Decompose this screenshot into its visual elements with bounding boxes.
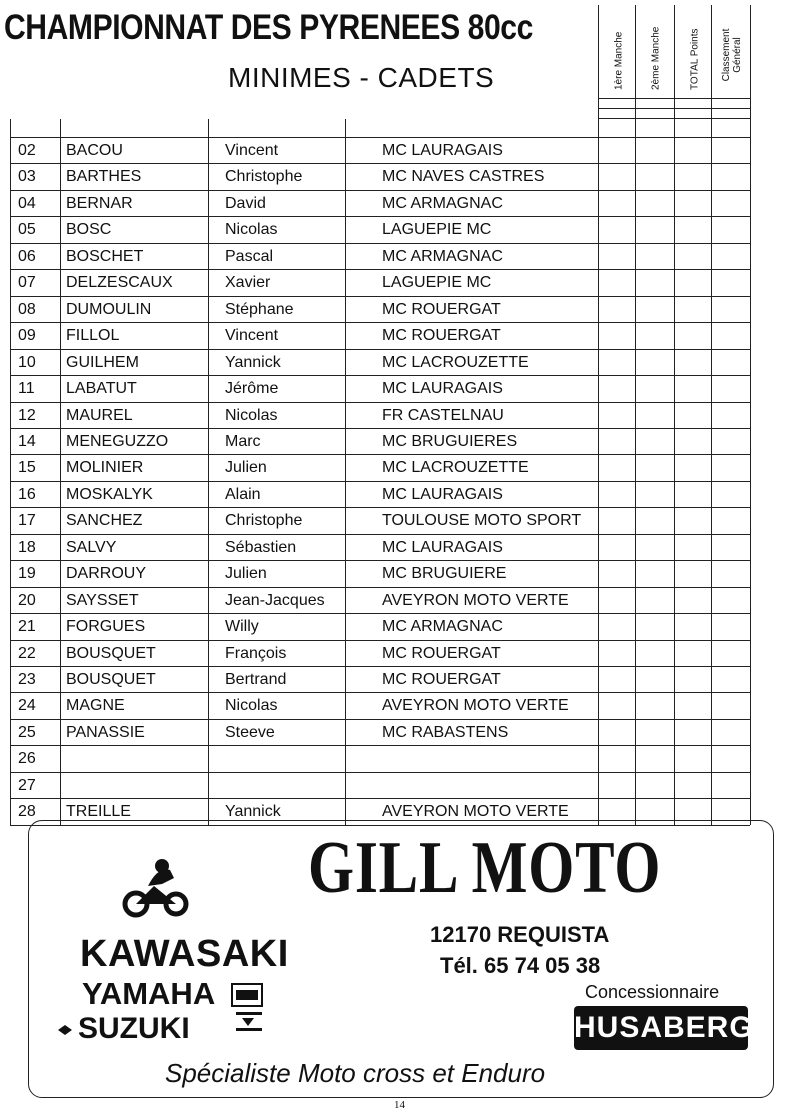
table-column-line bbox=[750, 5, 751, 825]
table-row bbox=[10, 454, 750, 480]
rider-first-name: Nicolas bbox=[225, 407, 278, 424]
rider-club: MC ROUERGAT bbox=[382, 671, 501, 688]
table-row bbox=[10, 190, 750, 216]
rider-first-name: Bertrand bbox=[225, 671, 287, 688]
rider-number: 05 bbox=[18, 221, 36, 238]
rider-number: 18 bbox=[18, 539, 36, 556]
rider-number: 03 bbox=[18, 168, 36, 185]
rider-first-name: Nicolas bbox=[225, 697, 278, 714]
column-header-classement: Classement Général bbox=[721, 28, 743, 82]
tagline: Spécialiste Moto cross et Enduro bbox=[165, 1058, 546, 1088]
table-row bbox=[10, 243, 750, 269]
rider-first-name: Marc bbox=[225, 433, 261, 450]
rider-number: 26 bbox=[18, 750, 36, 767]
table-row bbox=[10, 137, 750, 163]
rider-last-name: BERNAR bbox=[66, 195, 133, 212]
rider-last-name: MOSKALYK bbox=[66, 486, 153, 503]
page-number: 14 bbox=[394, 1099, 405, 1111]
rider-club: MC ROUERGAT bbox=[382, 301, 501, 318]
rider-club: MC LACROUZETTE bbox=[382, 459, 529, 476]
rider-club: FR CASTELNAU bbox=[382, 407, 504, 424]
motorcycle-rider-icon bbox=[118, 856, 192, 918]
rider-number: 07 bbox=[18, 274, 36, 291]
rider-last-name: GUILHEM bbox=[66, 354, 139, 371]
rider-club: MC ROUERGAT bbox=[382, 645, 501, 662]
table-row bbox=[10, 481, 750, 507]
rider-number: 16 bbox=[18, 486, 36, 503]
rider-first-name: Yannick bbox=[225, 354, 281, 371]
shop-city: 12170 REQUISTA bbox=[430, 922, 610, 947]
table-row bbox=[10, 349, 750, 375]
rider-first-name: Sébastien bbox=[225, 539, 297, 556]
table-row bbox=[10, 375, 750, 401]
table-row bbox=[10, 772, 750, 798]
table-row bbox=[10, 296, 750, 322]
table-row bbox=[10, 587, 750, 613]
rider-last-name: BOUSQUET bbox=[66, 645, 156, 662]
rider-club: LAGUEPIE MC bbox=[382, 274, 492, 291]
rider-first-name: Julien bbox=[225, 565, 267, 582]
brand-suzuki: SUZUKI bbox=[78, 1012, 190, 1045]
rider-club: MC ARMAGNAC bbox=[382, 195, 503, 212]
rider-last-name: SAYSSET bbox=[66, 592, 139, 609]
rider-club: TOULOUSE MOTO SPORT bbox=[382, 512, 582, 529]
rider-last-name: BOSCHET bbox=[66, 248, 144, 265]
header-rule bbox=[598, 98, 750, 99]
rider-last-name: MOLINIER bbox=[66, 459, 144, 476]
rider-club: AVEYRON MOTO VERTE bbox=[382, 697, 569, 714]
rider-last-name: FILLOL bbox=[66, 327, 120, 344]
rider-last-name: DELZESCAUX bbox=[66, 274, 173, 291]
shop-name: GILL MOTO bbox=[308, 827, 662, 909]
rider-number: 20 bbox=[18, 592, 36, 609]
rider-number: 25 bbox=[18, 724, 36, 741]
table-row bbox=[10, 507, 750, 533]
table-row bbox=[10, 692, 750, 718]
rider-club: MC ROUERGAT bbox=[382, 327, 501, 344]
rider-club: MC LAURAGAIS bbox=[382, 486, 503, 503]
rider-first-name: David bbox=[225, 195, 266, 212]
rider-club: MC LACROUZETTE bbox=[382, 354, 529, 371]
column-header-total-points: TOTAL Points bbox=[689, 28, 701, 90]
table-row bbox=[10, 163, 750, 189]
rider-number: 08 bbox=[18, 301, 36, 318]
rider-first-name: Christophe bbox=[225, 512, 303, 529]
rider-last-name: PANASSIE bbox=[66, 724, 145, 741]
rider-first-name: Christophe bbox=[225, 168, 303, 185]
brand-kawasaki: KAWASAKI bbox=[80, 933, 289, 975]
rider-first-name: Jean-Jacques bbox=[225, 592, 325, 609]
rider-number: 02 bbox=[18, 142, 36, 159]
rider-number: 09 bbox=[18, 327, 36, 344]
rider-number: 19 bbox=[18, 565, 36, 582]
rider-first-name: Jérôme bbox=[225, 380, 279, 397]
rider-club: MC LAURAGAIS bbox=[382, 380, 503, 397]
rider-number: 23 bbox=[18, 671, 36, 688]
rider-first-name: Stéphane bbox=[225, 301, 294, 318]
rider-number: 15 bbox=[18, 459, 36, 476]
rider-number: 10 bbox=[18, 354, 36, 371]
dealer-brand-logo: HUSABERG bbox=[574, 1006, 748, 1050]
rider-last-name: SALVY bbox=[66, 539, 117, 556]
table-row bbox=[10, 322, 750, 348]
mobil-logo-icon bbox=[230, 982, 270, 1034]
rider-last-name: BARTHES bbox=[66, 168, 142, 185]
rider-last-name: LABATUT bbox=[66, 380, 137, 397]
rider-number: 17 bbox=[18, 512, 36, 529]
rider-number: 12 bbox=[18, 407, 36, 424]
rider-first-name: Yannick bbox=[225, 803, 281, 820]
rider-club: MC LAURAGAIS bbox=[382, 142, 503, 159]
rider-club: AVEYRON MOTO VERTE bbox=[382, 803, 569, 820]
rider-number: 11 bbox=[18, 380, 35, 397]
rider-first-name: Vincent bbox=[225, 142, 279, 159]
rider-last-name: SANCHEZ bbox=[66, 512, 143, 529]
table-row bbox=[10, 216, 750, 242]
rider-number: 27 bbox=[18, 777, 36, 794]
table-row bbox=[10, 402, 750, 428]
rider-club: AVEYRON MOTO VERTE bbox=[382, 592, 569, 609]
rider-number: 24 bbox=[18, 697, 36, 714]
header-rule bbox=[598, 118, 750, 119]
shop-phone: Tél. 65 74 05 38 bbox=[440, 953, 601, 978]
rider-first-name: François bbox=[225, 645, 287, 662]
rider-number: 06 bbox=[18, 248, 36, 265]
rider-last-name: BACOU bbox=[66, 142, 123, 159]
table-row bbox=[10, 534, 750, 560]
page-title: CHAMPIONNAT DES PYRENEES 80cc bbox=[4, 8, 533, 47]
rider-number: 04 bbox=[18, 195, 36, 212]
rider-club: MC ARMAGNAC bbox=[382, 248, 503, 265]
table-row bbox=[10, 745, 750, 771]
rider-last-name: MENEGUZZO bbox=[66, 433, 169, 450]
rider-number: 22 bbox=[18, 645, 36, 662]
rider-first-name: Steeve bbox=[225, 724, 275, 741]
table-row bbox=[10, 560, 750, 586]
rider-last-name: FORGUES bbox=[66, 618, 146, 635]
rider-last-name: MAUREL bbox=[66, 407, 133, 424]
brand-yamaha: YAMAHA bbox=[82, 976, 216, 1011]
rider-last-name: DARROUY bbox=[66, 565, 147, 582]
rider-first-name: Nicolas bbox=[225, 221, 278, 238]
rider-club: MC BRUGUIERE bbox=[382, 565, 507, 582]
suzuki-logo-icon bbox=[56, 1024, 74, 1036]
rider-first-name: Vincent bbox=[225, 327, 279, 344]
rider-number: 21 bbox=[18, 618, 36, 635]
rider-first-name: Willy bbox=[225, 618, 259, 635]
page-subtitle: MINIMES - CADETS bbox=[228, 62, 495, 93]
rider-club: MC NAVES CASTRES bbox=[382, 168, 545, 185]
rider-first-name: Pascal bbox=[225, 248, 274, 265]
rider-club: MC ARMAGNAC bbox=[382, 618, 503, 635]
rider-first-name: Xavier bbox=[225, 274, 271, 291]
rider-first-name: Alain bbox=[225, 486, 261, 503]
rider-number: 28 bbox=[18, 803, 36, 820]
rider-last-name: TREILLE bbox=[66, 803, 131, 820]
table-row bbox=[10, 269, 750, 295]
dealer-label: Concessionnaire bbox=[585, 982, 720, 1002]
rider-club: LAGUEPIE MC bbox=[382, 221, 492, 238]
rider-last-name: BOSC bbox=[66, 221, 112, 238]
rider-club: MC LAURAGAIS bbox=[382, 539, 503, 556]
table-row bbox=[10, 613, 750, 639]
table-row bbox=[10, 719, 750, 745]
header-rule bbox=[598, 108, 750, 109]
table-row bbox=[10, 666, 750, 692]
table-row bbox=[10, 428, 750, 454]
rider-number: 14 bbox=[18, 433, 36, 450]
rider-club: MC RABASTENS bbox=[382, 724, 509, 741]
table-row bbox=[10, 640, 750, 666]
rider-first-name: Julien bbox=[225, 459, 267, 476]
rider-last-name: DUMOULIN bbox=[66, 301, 152, 318]
column-header-manche-1: 1ère Manche bbox=[613, 31, 625, 90]
rider-club: MC BRUGUIERES bbox=[382, 433, 518, 450]
rider-last-name: BOUSQUET bbox=[66, 671, 156, 688]
rider-last-name: MAGNE bbox=[66, 697, 125, 714]
column-header-manche-2: 2ème Manche bbox=[650, 26, 662, 90]
